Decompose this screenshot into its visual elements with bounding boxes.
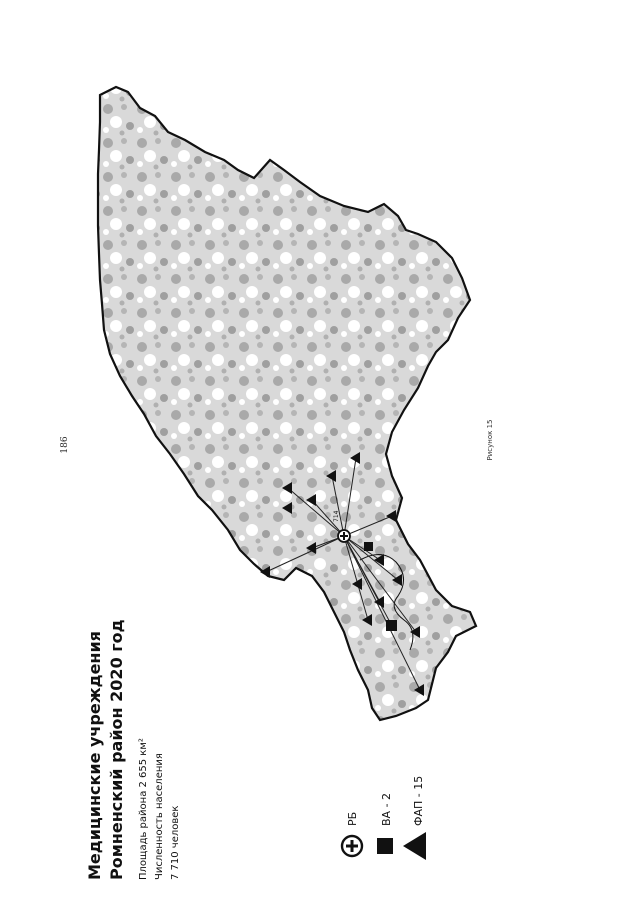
population-value: 7 710 человек [170,805,181,880]
cross-circle-icon [342,836,362,856]
legend-label-fap: ФАП - 15 [412,775,425,826]
center-label: 714 [333,510,340,522]
square-icon [377,838,393,854]
legend-item-rb [342,812,362,856]
legend-item-fap [403,776,426,860]
legend [342,776,426,860]
va-marker [386,620,397,631]
legend-item-va [377,793,393,854]
population-label: Численность населения [154,753,165,880]
figure-caption: Рисунок 15 [486,419,494,461]
rb-marker [338,530,350,542]
area-label: Площадь района 2 655 км² [138,738,149,880]
legend-label-rb: РБ [346,811,359,826]
triangle-icon [403,832,426,860]
va-marker [364,542,373,551]
page-number: 186 [60,436,70,454]
legend-label-va: ВА - 2 [380,792,393,826]
map-title-line1: Медицинские учреждения [85,631,104,880]
map-title-line2: Ромненский район 2020 год [107,619,126,880]
district-boundary [98,87,476,720]
